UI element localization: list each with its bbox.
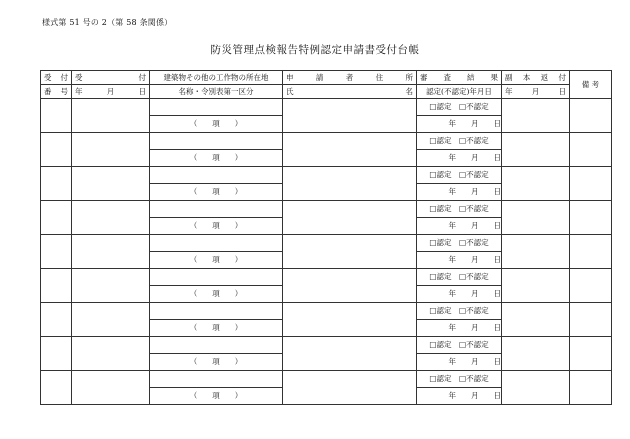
header-receipt-date-top: 受 付	[72, 71, 150, 85]
location-cell[interactable]	[150, 99, 283, 116]
receipt-date-cell[interactable]	[72, 133, 150, 167]
review-date-cell[interactable]	[417, 150, 502, 167]
classification-label: （ 項 ）	[189, 323, 243, 332]
location-cell[interactable]	[150, 167, 283, 184]
ledger-row	[41, 269, 612, 286]
classification-cell[interactable]	[150, 150, 283, 167]
copy-return-date-cell[interactable]	[502, 371, 570, 405]
copy-return-date-cell[interactable]	[502, 133, 570, 167]
receipt-number-cell[interactable]	[41, 235, 72, 269]
applicant-cell[interactable]	[283, 269, 417, 303]
classification-label: （ 項 ）	[189, 119, 243, 128]
receipt-number-cell[interactable]	[41, 371, 72, 405]
remarks-cell[interactable]	[570, 167, 612, 201]
header-review-bottom: 認定(不認定)年月日	[417, 85, 502, 99]
classification-cell[interactable]	[150, 218, 283, 235]
header-row-bottom	[41, 85, 612, 99]
review-result-cell[interactable]	[417, 235, 502, 252]
receipt-number-cell[interactable]	[41, 167, 72, 201]
classification-label: （ 項 ）	[189, 391, 243, 400]
receipt-date-cell[interactable]	[72, 235, 150, 269]
ledger-row	[41, 167, 612, 184]
classification-label: （ 項 ）	[189, 221, 243, 230]
ledger-row	[41, 133, 612, 150]
location-cell[interactable]	[150, 269, 283, 286]
ledger-row	[41, 303, 612, 320]
applicant-cell[interactable]	[283, 167, 417, 201]
review-date-label: 年 月 日	[448, 119, 501, 128]
classification-cell[interactable]	[150, 184, 283, 201]
review-date-label: 年 月 日	[448, 323, 501, 332]
ledger-row	[41, 235, 612, 252]
location-cell[interactable]	[150, 337, 283, 354]
classification-cell[interactable]	[150, 116, 283, 133]
review-date-label: 年 月 日	[448, 255, 501, 264]
review-result-cell[interactable]	[417, 269, 502, 286]
applicant-cell[interactable]	[283, 201, 417, 235]
classification-cell[interactable]	[150, 252, 283, 269]
classification-label: （ 項 ）	[189, 153, 243, 162]
receipt-number-cell[interactable]	[41, 269, 72, 303]
remarks-cell[interactable]	[570, 133, 612, 167]
header-location-bottom: 名称・令別表第一区分	[150, 85, 283, 99]
review-date-cell[interactable]	[417, 320, 502, 337]
approval-checkboxes[interactable]: □認定 □不認定	[429, 102, 489, 111]
classification-cell[interactable]	[150, 388, 283, 405]
classification-label: （ 項 ）	[189, 187, 243, 196]
remarks-cell[interactable]	[570, 269, 612, 303]
receipt-date-cell[interactable]	[72, 371, 150, 405]
copy-return-date-cell[interactable]	[502, 201, 570, 235]
form-number: 様式第 51 号の 2（第 58 条関係）	[42, 18, 173, 27]
review-date-label: 年 月 日	[448, 187, 501, 196]
approval-checkboxes[interactable]: □認定 □不認定	[429, 340, 489, 349]
applicant-cell[interactable]	[283, 133, 417, 167]
review-date-cell[interactable]	[417, 388, 502, 405]
location-cell[interactable]	[150, 235, 283, 252]
copy-return-date-cell[interactable]	[502, 167, 570, 201]
copy-return-date-cell[interactable]	[502, 269, 570, 303]
review-date-cell[interactable]	[417, 286, 502, 303]
receipt-date-cell[interactable]	[72, 167, 150, 201]
receipt-date-cell[interactable]	[72, 337, 150, 371]
review-date-label: 年 月 日	[448, 153, 501, 162]
review-result-cell[interactable]	[417, 99, 502, 116]
receipt-date-cell[interactable]	[72, 99, 150, 133]
copy-return-date-cell[interactable]	[502, 337, 570, 371]
review-result-cell[interactable]	[417, 303, 502, 320]
remarks-cell[interactable]	[570, 235, 612, 269]
review-date-label: 年 月 日	[448, 391, 501, 400]
location-cell[interactable]	[150, 201, 283, 218]
approval-checkboxes[interactable]: □認定 □不認定	[429, 374, 489, 383]
receipt-date-cell[interactable]	[72, 269, 150, 303]
review-result-cell[interactable]	[417, 337, 502, 354]
ledger-row	[41, 371, 612, 388]
review-date-cell[interactable]	[417, 252, 502, 269]
approval-checkboxes[interactable]: □認定 □不認定	[429, 170, 489, 179]
applicant-cell[interactable]	[283, 337, 417, 371]
review-result-cell[interactable]	[417, 133, 502, 150]
classification-label: （ 項 ）	[189, 289, 243, 298]
receipt-number-cell[interactable]	[41, 133, 72, 167]
remarks-cell[interactable]	[570, 303, 612, 337]
remarks-cell[interactable]	[570, 201, 612, 235]
receipt-number-cell[interactable]	[41, 99, 72, 133]
receipt-number-cell[interactable]	[41, 303, 72, 337]
header-review-top: 審 査 結 果	[417, 71, 502, 85]
approval-checkboxes[interactable]: □認定 □不認定	[429, 204, 489, 213]
copy-return-date-cell[interactable]	[502, 235, 570, 269]
remarks-cell[interactable]	[570, 99, 612, 133]
approval-checkboxes[interactable]: □認定 □不認定	[429, 136, 489, 145]
header-location-top: 建築物その他の工作物の所在地	[150, 71, 283, 85]
review-date-label: 年 月 日	[448, 221, 501, 230]
header-applicant-bottom: 氏 名	[283, 85, 417, 99]
applicant-cell[interactable]	[283, 235, 417, 269]
remarks-cell[interactable]	[570, 371, 612, 405]
receipt-number-cell[interactable]	[41, 201, 72, 235]
approval-checkboxes[interactable]: □認定 □不認定	[429, 238, 489, 247]
receipt-date-cell[interactable]	[72, 303, 150, 337]
ledger-row	[41, 201, 612, 218]
classification-cell[interactable]	[150, 320, 283, 337]
header-applicant-top: 申 請 者 住 所	[283, 71, 417, 85]
location-cell[interactable]	[150, 371, 283, 388]
header-receipt-no-top: 受 付	[41, 71, 72, 85]
review-date-cell[interactable]	[417, 354, 502, 371]
review-date-cell[interactable]	[417, 116, 502, 133]
receipt-number-cell[interactable]	[41, 337, 72, 371]
classification-label: （ 項 ）	[189, 255, 243, 264]
review-result-cell[interactable]	[417, 201, 502, 218]
header-return-top: 副 本 返 付	[502, 71, 570, 85]
review-result-cell[interactable]	[417, 371, 502, 388]
review-date-cell[interactable]	[417, 218, 502, 235]
document-title: 防災管理点検報告特例認定申請書受付台帳	[210, 44, 420, 56]
location-cell[interactable]	[150, 303, 283, 320]
header-return-bottom: 年 月 日	[502, 85, 570, 99]
applicant-cell[interactable]	[283, 99, 417, 133]
receipt-date-cell[interactable]	[72, 201, 150, 235]
approval-checkboxes[interactable]: □認定 □不認定	[429, 272, 489, 281]
approval-checkboxes[interactable]: □認定 □不認定	[429, 306, 489, 315]
applicant-cell[interactable]	[283, 303, 417, 337]
classification-label: （ 項 ）	[189, 357, 243, 366]
location-cell[interactable]	[150, 133, 283, 150]
classification-cell[interactable]	[150, 354, 283, 371]
review-date-label: 年 月 日	[448, 357, 501, 366]
applicant-cell[interactable]	[283, 371, 417, 405]
review-date-cell[interactable]	[417, 184, 502, 201]
header-row-top	[41, 71, 612, 85]
ledger-row	[41, 337, 612, 354]
copy-return-date-cell[interactable]	[502, 99, 570, 133]
review-result-cell[interactable]	[417, 167, 502, 184]
header-receipt-date-bottom: 年 月 日	[72, 85, 150, 99]
classification-cell[interactable]	[150, 286, 283, 303]
ledger-row	[41, 99, 612, 116]
remarks-cell[interactable]	[570, 337, 612, 371]
header-receipt-no-bottom: 番 号	[41, 85, 72, 99]
copy-return-date-cell[interactable]	[502, 303, 570, 337]
ledger-table	[40, 70, 612, 405]
header-remarks: 備 考	[570, 71, 612, 99]
review-date-label: 年 月 日	[448, 289, 501, 298]
